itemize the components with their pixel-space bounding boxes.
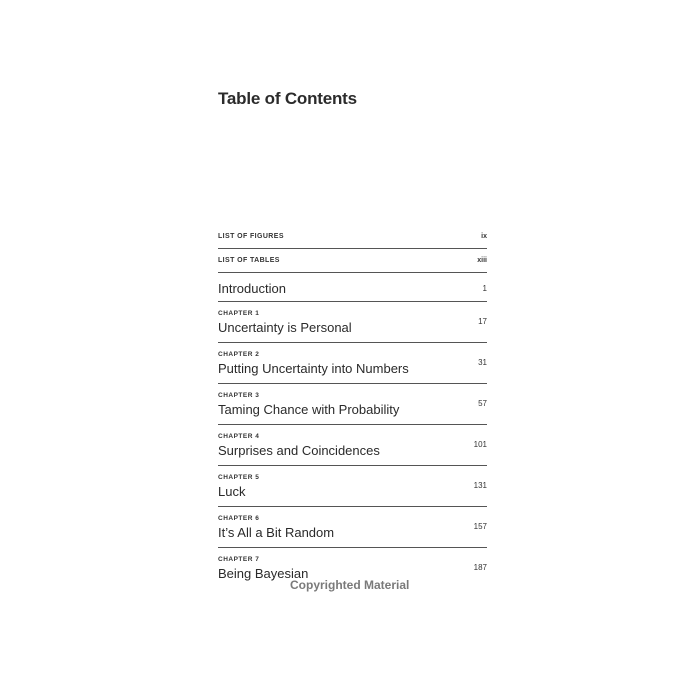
table-of-contents (218, 228, 487, 589)
chapter-label: CHAPTER 6 (218, 515, 260, 522)
chapter-title: Uncertainty is Personal (218, 320, 352, 335)
chapter-label: CHAPTER 7 (218, 556, 260, 563)
chapter-label: CHAPTER 2 (218, 351, 260, 358)
toc-entry-page: 31 (478, 358, 487, 367)
toc-entry-chapter-3[interactable] (218, 385, 487, 425)
toc-entry-page: 157 (473, 522, 487, 531)
page-title: Table of Contents (218, 89, 357, 108)
chapter-label: CHAPTER 3 (218, 392, 260, 399)
toc-entry-chapter-5[interactable] (218, 467, 487, 507)
toc-entry-list-of-tables[interactable] (218, 252, 487, 273)
toc-entry-page: 131 (473, 481, 487, 490)
toc-entry-list-of-figures[interactable] (218, 228, 487, 249)
toc-entry-chapter-2[interactable] (218, 344, 487, 384)
toc-entry-chapter-1[interactable] (218, 303, 487, 343)
chapter-label: CHAPTER 1 (218, 310, 260, 317)
toc-entry-title: Introduction (218, 281, 286, 296)
toc-entry-introduction[interactable] (218, 275, 487, 302)
toc-entry-page: 17 (478, 317, 487, 326)
chapter-title: Surprises and Coincidences (218, 443, 380, 458)
toc-entry-page: 187 (473, 563, 487, 572)
copyright-watermark: Copyrighted Material (290, 578, 410, 592)
chapter-title: Putting Uncertainty into Numbers (218, 361, 409, 376)
toc-entry-page: xiii (477, 257, 487, 264)
chapter-title: It’s All a Bit Random (218, 525, 335, 540)
toc-entry-page: 1 (482, 284, 487, 293)
chapter-label: CHAPTER 4 (218, 433, 260, 440)
chapter-title: Taming Chance with Probability (218, 402, 400, 417)
toc-entry-chapter-4[interactable] (218, 426, 487, 466)
toc-entry-page: 57 (478, 399, 487, 408)
chapter-title: Luck (218, 484, 246, 499)
chapter-title: Being Bayesian (218, 566, 309, 581)
toc-entry-page: ix (481, 233, 487, 240)
toc-entry-chapter-6[interactable] (218, 508, 487, 548)
chapter-label: CHAPTER 5 (218, 474, 260, 481)
toc-entry-label: LIST OF FIGURES (218, 233, 284, 240)
toc-entry-page: 101 (473, 440, 487, 449)
toc-entry-label: LIST OF TABLES (218, 257, 280, 264)
